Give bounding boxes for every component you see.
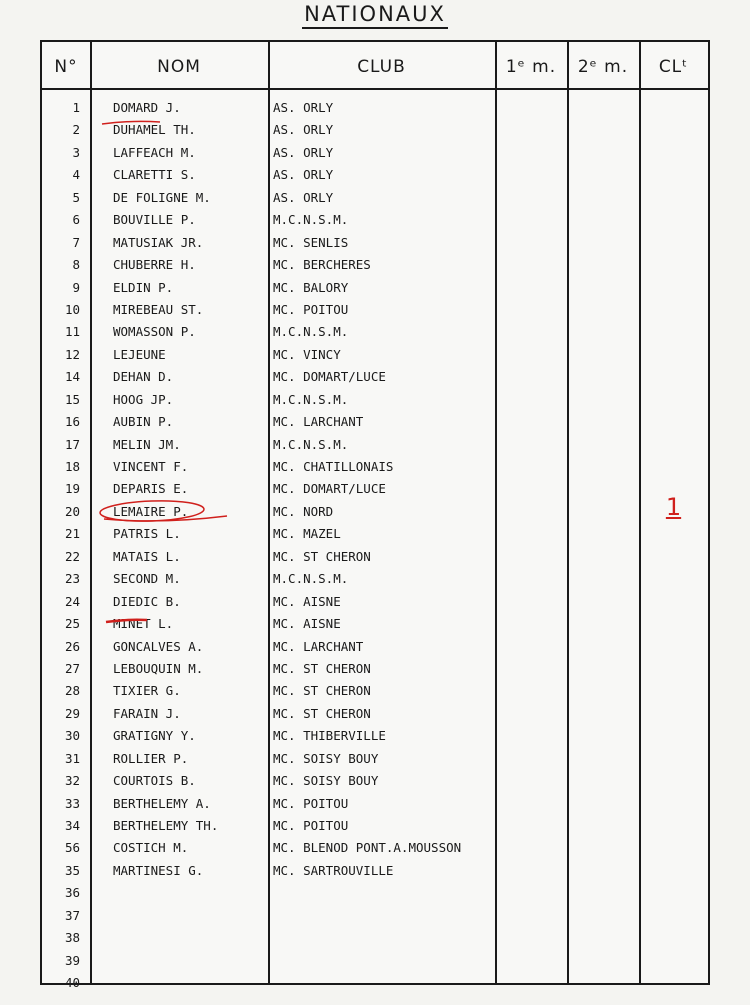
row-number: 26 <box>64 638 80 654</box>
club-name: M.C.N.S.M. <box>273 436 349 452</box>
competitor-name: MATAIS L. <box>113 548 181 564</box>
row-number: 2 <box>72 122 80 138</box>
row-number: 12 <box>64 346 80 362</box>
club-name: MC. CHATILLONAIS <box>273 459 394 474</box>
club-name: MC. BERCHERES <box>273 257 371 273</box>
competitor-name: MINET L. <box>113 616 174 632</box>
competitor-name: LEMAIRE P. <box>113 503 189 519</box>
row-number: 20 <box>64 503 80 519</box>
table-row <box>42 492 708 523</box>
row-number: 32 <box>64 773 80 789</box>
club-name: MC. AISNE <box>273 593 341 609</box>
club-name: MC. BLENOD PONT.A.MOUSSON <box>273 840 462 856</box>
table-row <box>42 860 708 882</box>
table-row <box>42 748 708 770</box>
row-number: 28 <box>64 683 80 699</box>
table-row <box>42 434 708 456</box>
table-row <box>42 837 708 859</box>
competitor-name: BERTHELEMY A. <box>113 795 211 811</box>
table-row <box>42 613 708 635</box>
table-row <box>42 232 708 254</box>
club-name: MC. ST CHERON <box>273 548 371 564</box>
table-header <box>42 42 708 90</box>
table-row <box>42 905 708 927</box>
club-name: MC. LARCHANT <box>273 638 364 654</box>
table-row <box>42 254 708 276</box>
header-cl: CLᵗ <box>658 57 689 77</box>
table-row <box>42 344 708 366</box>
competitor-name: HOOG JP. <box>113 391 174 407</box>
competitor-name: DOMARD J. <box>113 100 181 115</box>
table-row <box>42 389 708 411</box>
table-row <box>42 927 708 949</box>
table-row <box>42 142 708 164</box>
row-number: 7 <box>72 234 80 250</box>
row-number: 11 <box>64 324 80 340</box>
row-number: 38 <box>64 930 80 946</box>
club-name: AS. ORLY <box>273 122 334 138</box>
row-number: 39 <box>64 952 80 968</box>
table-row <box>42 523 708 545</box>
club-name: MC. POITOU <box>273 301 349 317</box>
classification-mark: 1 <box>665 492 682 521</box>
table-row <box>42 703 708 725</box>
header-m1: 1ᵉ m. <box>505 57 557 77</box>
row-number: 34 <box>64 818 80 833</box>
club-name: MC. AISNE <box>273 616 341 632</box>
table-body <box>42 97 708 995</box>
row-number: 36 <box>64 885 80 901</box>
club-name: MC. SENLIS <box>273 234 349 250</box>
competitor-name: DE FOLIGNE M. <box>113 189 211 205</box>
row-number: 22 <box>64 548 80 564</box>
competitor-name: LAFFEACH M. <box>113 144 196 160</box>
table-row <box>42 568 708 590</box>
club-name: AS. ORLY <box>273 100 334 115</box>
table-row <box>42 164 708 186</box>
page-title <box>0 2 750 26</box>
club-name: MC. DOMART/LUCE <box>273 369 386 385</box>
competitor-name: ELDIN P. <box>113 279 174 295</box>
row-number: 5 <box>72 189 80 205</box>
club-name: MC. SOISY BOUY <box>273 750 379 766</box>
club-name: AS. ORLY <box>273 189 334 205</box>
competitor-name: PATRIS L. <box>113 526 181 542</box>
competitor-name: FARAIN J. <box>113 705 181 721</box>
row-number: 21 <box>64 526 80 542</box>
table-row <box>42 658 708 680</box>
table-row <box>42 119 708 141</box>
club-name: MC. MAZEL <box>273 526 341 542</box>
row-number: 24 <box>64 593 80 609</box>
club-name: M.C.N.S.M. <box>273 391 349 407</box>
row-number: 23 <box>64 571 80 587</box>
row-number: 8 <box>72 257 80 273</box>
row-number: 56 <box>64 840 80 856</box>
table-row <box>42 209 708 231</box>
row-number: 16 <box>64 414 80 430</box>
row-number: 18 <box>64 459 80 474</box>
row-number: 4 <box>72 167 80 183</box>
row-number: 6 <box>72 212 80 228</box>
table-row <box>42 636 708 658</box>
competitor-name: DUHAMEL TH. <box>113 122 196 138</box>
row-number: 17 <box>64 436 80 452</box>
club-name: MC. ST CHERON <box>273 705 371 721</box>
table-row <box>42 97 708 119</box>
competitor-name: DEHAN D. <box>113 369 174 385</box>
competitor-name: GONCALVES A. <box>113 638 204 654</box>
competitor-name: AUBIN P. <box>113 414 174 430</box>
header-m2: 2ᵉ m. <box>577 57 629 77</box>
club-name: MC. SOISY BOUY <box>273 773 379 789</box>
table-row <box>42 815 708 837</box>
club-name: MC. LARCHANT <box>273 414 364 430</box>
row-number: 19 <box>64 481 80 497</box>
header-club: CLUB <box>357 57 406 77</box>
table-row <box>42 456 708 478</box>
competitor-name: BOUVILLE P. <box>113 212 196 228</box>
table-row <box>42 680 708 702</box>
club-name: MC. ST CHERON <box>273 683 371 699</box>
competitor-name: ROLLIER P. <box>113 750 189 766</box>
competitor-name: MARTINESI G. <box>113 862 204 878</box>
competitor-name: DIEDIC B. <box>113 593 181 609</box>
club-name: MC. VINCY <box>273 346 341 362</box>
header-nom: NOM <box>157 57 201 77</box>
table-row <box>42 725 708 747</box>
table-row <box>42 478 708 500</box>
competitor-name: GRATIGNY Y. <box>113 728 196 744</box>
competitor-name: MIREBEAU ST. <box>113 301 204 317</box>
row-number: 15 <box>64 391 80 407</box>
competitor-name: LEBOUQUIN M. <box>113 660 204 676</box>
club-name: MC. POITOU <box>273 818 349 833</box>
competitor-name: CHUBERRE H. <box>113 257 196 273</box>
page-title-text: NATIONAUX <box>302 2 448 29</box>
club-name: MC. POITOU <box>273 795 349 811</box>
row-number: 40 <box>64 975 80 991</box>
competitor-name: TIXIER G. <box>113 683 181 699</box>
competitor-name: LEJEUNE <box>113 346 166 362</box>
table-row <box>42 277 708 299</box>
club-name: AS. ORLY <box>273 167 334 183</box>
competitor-name: MELIN JM. <box>113 436 181 452</box>
row-number: 1 <box>72 100 80 115</box>
club-name: M.C.N.S.M. <box>273 571 349 587</box>
row-number: 37 <box>64 907 80 923</box>
row-number: 33 <box>64 795 80 811</box>
table-row <box>42 187 708 209</box>
row-number: 3 <box>72 144 80 160</box>
header-num: N° <box>54 57 78 77</box>
table-row <box>42 770 708 792</box>
competitor-name: WOMASSON P. <box>113 324 196 340</box>
row-number: 29 <box>64 705 80 721</box>
row-number: 31 <box>64 750 80 766</box>
competitor-name: BERTHELEMY TH. <box>113 818 219 833</box>
table-row <box>42 972 708 994</box>
entry-table <box>40 40 710 991</box>
row-number: 25 <box>64 616 80 632</box>
table-row <box>42 950 708 972</box>
competitor-name: COURTOIS B. <box>113 773 196 789</box>
table-row <box>42 546 708 568</box>
competitor-name: VINCENT F. <box>113 459 189 474</box>
row-number: 27 <box>64 660 80 676</box>
club-name: MC. DOMART/LUCE <box>273 481 386 497</box>
competitor-name: SECOND M. <box>113 571 181 587</box>
table-row <box>42 411 708 433</box>
row-number: 9 <box>72 279 80 295</box>
row-number: 30 <box>64 728 80 744</box>
table-row <box>42 793 708 815</box>
row-number: 35 <box>64 862 80 878</box>
competitor-name: MATUSIAK JR. <box>113 234 204 250</box>
table-row <box>42 321 708 343</box>
club-name: M.C.N.S.M. <box>273 212 349 228</box>
table-row <box>42 882 708 904</box>
club-name: MC. THIBERVILLE <box>273 728 386 744</box>
club-name: M.C.N.S.M. <box>273 324 349 340</box>
club-name: MC. ST CHERON <box>273 660 371 676</box>
competitor-name: CLARETTI S. <box>113 167 196 183</box>
table-row <box>42 591 708 613</box>
club-name: MC. BALORY <box>273 279 349 295</box>
row-number: 10 <box>64 301 80 317</box>
table-row <box>42 299 708 321</box>
competitor-name: DEPARIS E. <box>113 481 189 497</box>
club-name: AS. ORLY <box>273 144 334 160</box>
competitor-name: COSTICH M. <box>113 840 189 856</box>
table-row <box>42 366 708 388</box>
club-name: MC. NORD <box>273 503 334 519</box>
row-number: 14 <box>64 369 80 385</box>
club-name: MC. SARTROUVILLE <box>273 862 394 878</box>
